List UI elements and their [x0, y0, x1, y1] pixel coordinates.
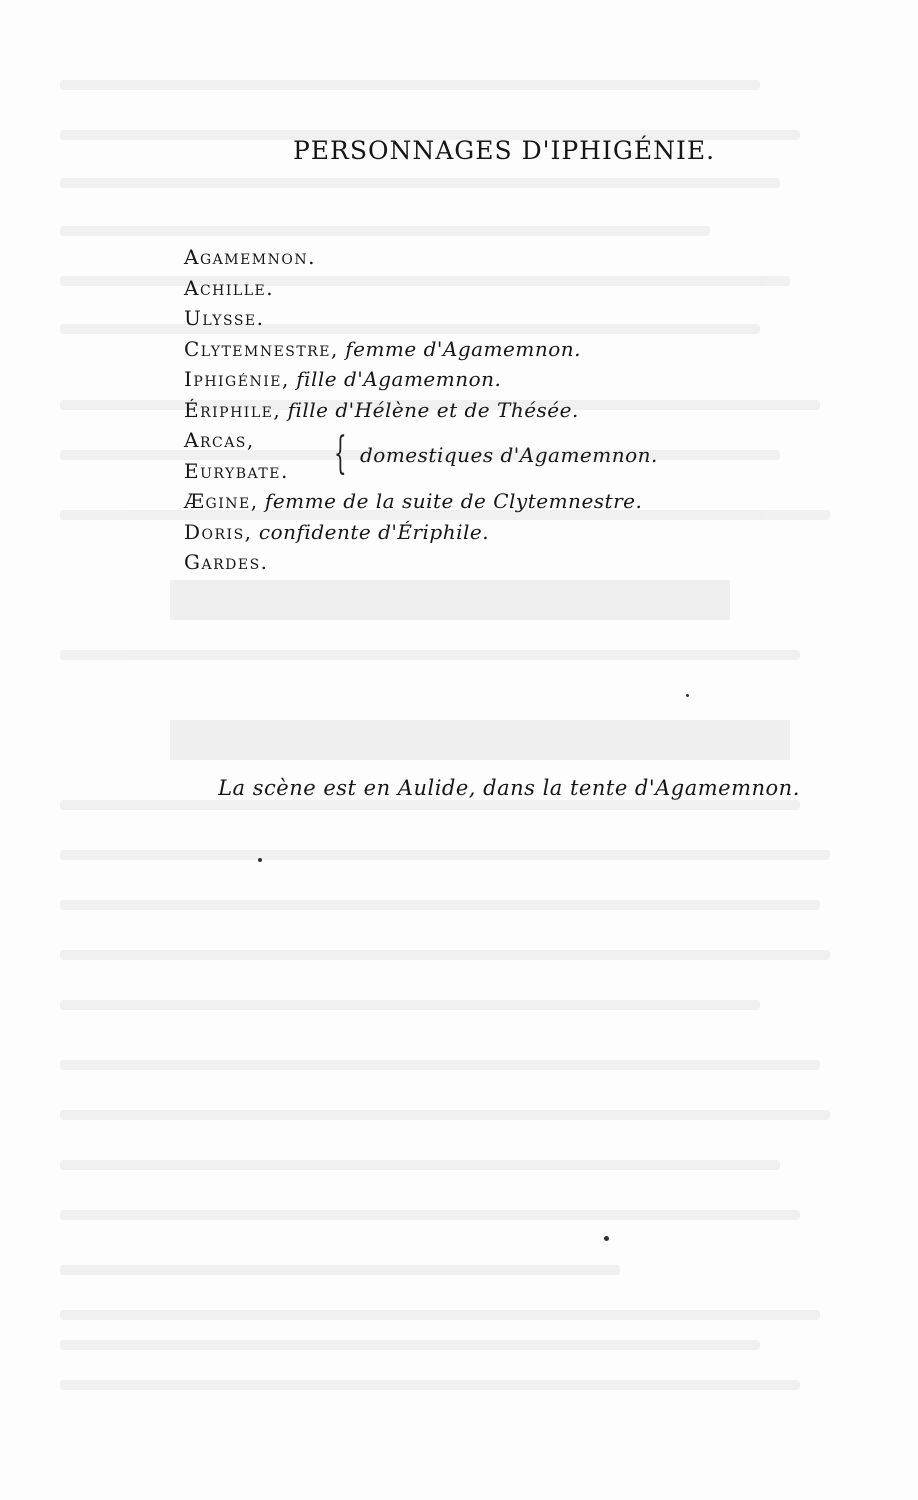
cast-entry — [184, 273, 864, 304]
ink-speck — [258, 858, 262, 862]
cast-list — [184, 242, 864, 578]
cast-entry-servants — [184, 425, 864, 486]
character-name: Ulysse. — [184, 306, 265, 330]
cast-entry — [184, 242, 864, 273]
scene-setting: La scène est en Aulide, dans la tente d'Agamemnon. — [218, 776, 800, 800]
character-description: fille d'Agamemnon. — [296, 367, 502, 391]
cast-entry — [184, 334, 864, 365]
character-name: Arcas, — [184, 428, 255, 452]
cast-entry — [184, 547, 864, 578]
character-name: Gardes. — [184, 550, 269, 574]
cast-entry — [184, 303, 864, 334]
grouping-brace: { — [334, 428, 347, 479]
cast-entry — [184, 364, 864, 395]
character-description: femme de la suite de Clytemnestre. — [264, 489, 643, 513]
character-name: Ægine, — [184, 489, 259, 513]
character-name: Eurybate. — [184, 458, 289, 483]
cast-entry — [184, 517, 864, 548]
character-name: Doris, — [184, 519, 253, 544]
character-description: fille d'Hélène et de Thésée. — [287, 397, 579, 422]
cast-entry — [184, 395, 864, 426]
character-description: confidente d'Ériphile. — [258, 519, 490, 544]
character-name: Clytemnestre, — [184, 336, 339, 361]
character-name: Agamemnon. — [184, 245, 316, 269]
character-description: domestiques d'Agamemnon. — [360, 443, 658, 467]
servant-names — [184, 425, 289, 486]
page-title: PERSONNAGES D'IPHIGÉNIE. — [292, 136, 716, 165]
ink-speck — [686, 694, 689, 697]
character-name: Ériphile, — [184, 397, 282, 422]
character-description: femme d'Agamemnon. — [345, 336, 581, 361]
ink-speck — [604, 1236, 609, 1241]
cast-entry — [184, 486, 864, 517]
character-name: Achille. — [184, 275, 275, 300]
character-name: Iphigénie, — [184, 367, 290, 391]
